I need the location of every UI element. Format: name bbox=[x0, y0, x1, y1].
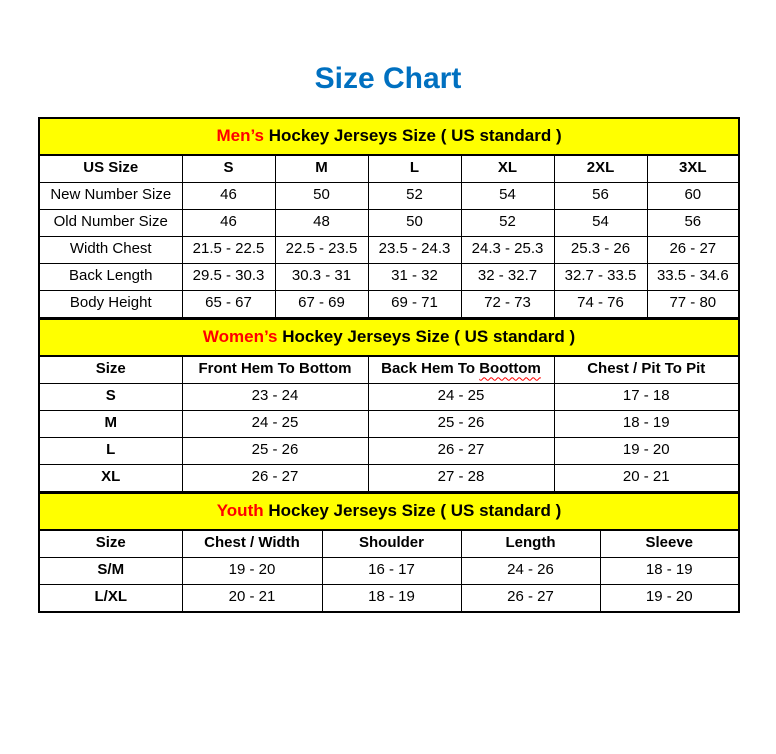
column-header: XL bbox=[461, 155, 554, 183]
column-header: Size bbox=[39, 356, 182, 384]
column-header bbox=[368, 356, 554, 384]
column-header: M bbox=[275, 155, 368, 183]
size-tables-container bbox=[38, 117, 738, 613]
size-value-cell: 18 - 19 bbox=[322, 584, 461, 612]
size-value-cell: 17 - 18 bbox=[554, 383, 739, 410]
size-value-cell: 25 - 26 bbox=[368, 410, 554, 437]
size-value-cell: 26 - 27 bbox=[647, 236, 739, 263]
size-value-cell: 21.5 - 22.5 bbox=[182, 236, 275, 263]
size-value-cell: 60 bbox=[647, 182, 739, 209]
column-header: Chest / Width bbox=[182, 530, 322, 558]
column-header: Shoulder bbox=[322, 530, 461, 558]
table-row bbox=[39, 584, 739, 612]
size-chart-page bbox=[0, 62, 776, 754]
size-value-cell: 22.5 - 23.5 bbox=[275, 236, 368, 263]
womens-section-header bbox=[39, 319, 739, 356]
youth-section-header bbox=[39, 493, 739, 530]
section-header-row bbox=[39, 493, 739, 530]
size-value-cell: 46 bbox=[182, 209, 275, 236]
size-value-cell: 18 - 19 bbox=[554, 410, 739, 437]
size-value-cell: 46 bbox=[182, 182, 275, 209]
column-header: 2XL bbox=[554, 155, 647, 183]
row-label: XL bbox=[39, 464, 182, 492]
section-header-text: Hockey Jerseys Size ( US standard ) bbox=[277, 326, 576, 346]
size-value-cell: 26 - 27 bbox=[461, 584, 600, 612]
size-value-cell: 20 - 21 bbox=[554, 464, 739, 492]
column-header: 3XL bbox=[647, 155, 739, 183]
table-row bbox=[39, 410, 739, 437]
size-value-cell: 72 - 73 bbox=[461, 290, 554, 318]
section-header-highlight: Men’s bbox=[216, 125, 264, 145]
row-label: Back Length bbox=[39, 263, 182, 290]
size-value-cell: 52 bbox=[368, 182, 461, 209]
column-header: L bbox=[368, 155, 461, 183]
size-value-cell: 25.3 - 26 bbox=[554, 236, 647, 263]
section-header-text: Hockey Jerseys Size ( US standard ) bbox=[264, 125, 562, 145]
size-value-cell: 52 bbox=[461, 209, 554, 236]
size-value-cell: 24 - 25 bbox=[368, 383, 554, 410]
row-label: L bbox=[39, 437, 182, 464]
size-value-cell: 16 - 17 bbox=[322, 557, 461, 584]
column-header: Chest / Pit To Pit bbox=[554, 356, 739, 384]
size-value-cell: 33.5 - 34.6 bbox=[647, 263, 739, 290]
column-header: S bbox=[182, 155, 275, 183]
column-header: Sleeve bbox=[600, 530, 739, 558]
row-label: L/XL bbox=[39, 584, 182, 612]
table-row bbox=[39, 290, 739, 318]
size-value-cell: 50 bbox=[368, 209, 461, 236]
size-value-cell: 65 - 67 bbox=[182, 290, 275, 318]
size-value-cell: 20 - 21 bbox=[182, 584, 322, 612]
size-value-cell: 67 - 69 bbox=[275, 290, 368, 318]
size-value-cell: 31 - 32 bbox=[368, 263, 461, 290]
row-label: Old Number Size bbox=[39, 209, 182, 236]
size-value-cell: 27 - 28 bbox=[368, 464, 554, 492]
table-row bbox=[39, 182, 739, 209]
size-value-cell: 32.7 - 33.5 bbox=[554, 263, 647, 290]
size-value-cell: 23.5 - 24.3 bbox=[368, 236, 461, 263]
size-value-cell: 29.5 - 30.3 bbox=[182, 263, 275, 290]
size-value-cell: 54 bbox=[554, 209, 647, 236]
row-label: S/M bbox=[39, 557, 182, 584]
row-label: Width Chest bbox=[39, 236, 182, 263]
size-value-cell: 74 - 76 bbox=[554, 290, 647, 318]
youth-size-table bbox=[38, 492, 740, 613]
size-value-cell: 48 bbox=[275, 209, 368, 236]
size-value-cell: 26 - 27 bbox=[182, 464, 368, 492]
table-row bbox=[39, 557, 739, 584]
column-header-text: Back Hem To bbox=[381, 360, 480, 378]
size-value-cell: 32 - 32.7 bbox=[461, 263, 554, 290]
table-row bbox=[39, 437, 739, 464]
size-value-cell: 18 - 19 bbox=[600, 557, 739, 584]
column-header-row bbox=[39, 155, 739, 183]
mens-section-header bbox=[39, 118, 739, 155]
page-title: Size Chart bbox=[314, 62, 462, 95]
table-row bbox=[39, 464, 739, 492]
size-value-cell: 19 - 20 bbox=[182, 557, 322, 584]
misspelled-word: Boottom bbox=[479, 360, 541, 378]
column-header: US Size bbox=[39, 155, 182, 183]
column-header: Length bbox=[461, 530, 600, 558]
row-label: Body Height bbox=[39, 290, 182, 318]
table-row bbox=[39, 236, 739, 263]
table-row bbox=[39, 263, 739, 290]
column-header: Front Hem To Bottom bbox=[182, 356, 368, 384]
size-value-cell: 30.3 - 31 bbox=[275, 263, 368, 290]
size-value-cell: 19 - 20 bbox=[554, 437, 739, 464]
table-row bbox=[39, 209, 739, 236]
womens-size-table bbox=[38, 318, 740, 493]
row-label: New Number Size bbox=[39, 182, 182, 209]
size-value-cell: 24 - 25 bbox=[182, 410, 368, 437]
row-label: M bbox=[39, 410, 182, 437]
size-value-cell: 54 bbox=[461, 182, 554, 209]
size-value-cell: 24 - 26 bbox=[461, 557, 600, 584]
size-value-cell: 69 - 71 bbox=[368, 290, 461, 318]
size-value-cell: 50 bbox=[275, 182, 368, 209]
size-value-cell: 23 - 24 bbox=[182, 383, 368, 410]
column-header: Size bbox=[39, 530, 182, 558]
size-value-cell: 19 - 20 bbox=[600, 584, 739, 612]
section-header-highlight: Youth bbox=[216, 500, 264, 520]
section-header-row bbox=[39, 118, 739, 155]
size-value-cell: 24.3 - 25.3 bbox=[461, 236, 554, 263]
column-header-row bbox=[39, 530, 739, 558]
size-value-cell: 25 - 26 bbox=[182, 437, 368, 464]
size-value-cell: 56 bbox=[647, 209, 739, 236]
section-header-highlight: Women’s bbox=[202, 326, 278, 346]
section-header-text: Hockey Jerseys Size ( US standard ) bbox=[263, 500, 562, 520]
section-header-row bbox=[39, 319, 739, 356]
row-label: S bbox=[39, 383, 182, 410]
mens-size-table bbox=[38, 117, 740, 319]
size-value-cell: 26 - 27 bbox=[368, 437, 554, 464]
column-header-row bbox=[39, 356, 739, 384]
size-value-cell: 77 - 80 bbox=[647, 290, 739, 318]
table-row bbox=[39, 383, 739, 410]
size-value-cell: 56 bbox=[554, 182, 647, 209]
